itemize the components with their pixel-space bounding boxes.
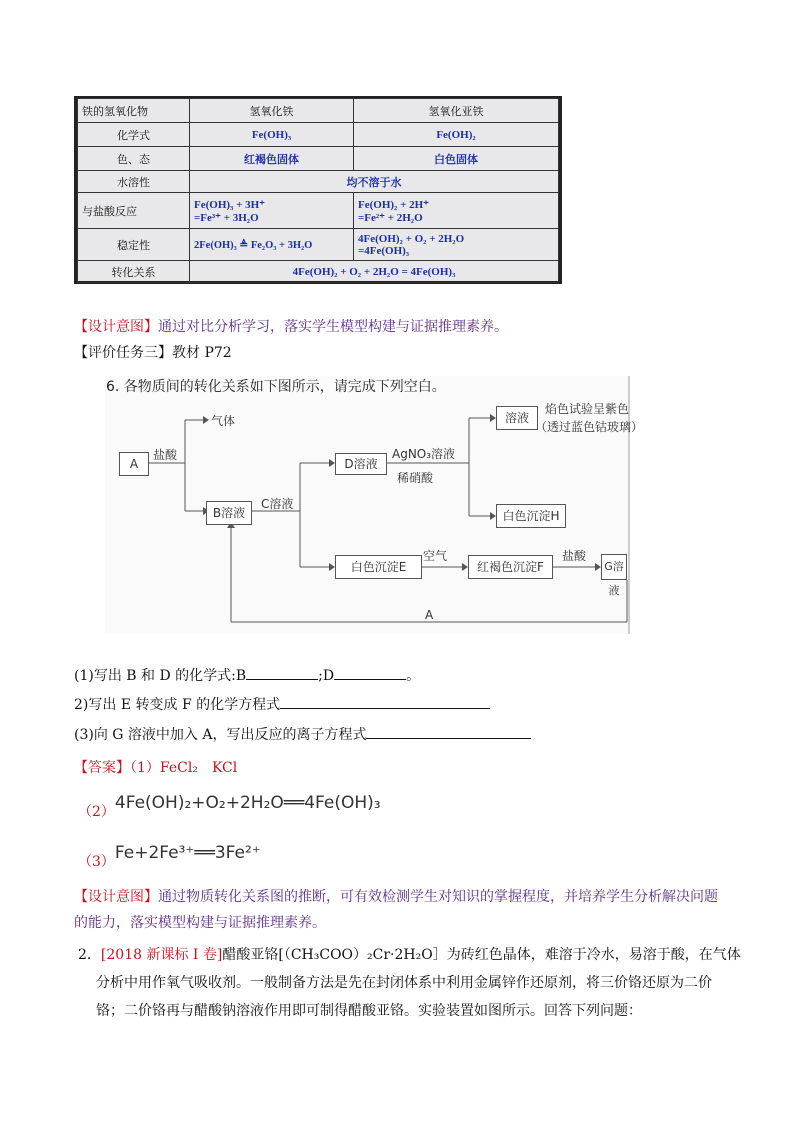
answer-2-num: （2） [78, 804, 115, 820]
node-f: 红褐色沉淀F [468, 555, 553, 579]
table-cell: 白色固体 [354, 147, 559, 171]
table-row-label: 转化关系 [78, 261, 190, 283]
table-cell: 均不溶于水 [190, 171, 559, 193]
node-h: 白色沉淀H [496, 504, 566, 528]
table-cell [354, 229, 559, 261]
answer-2-equation: 4Fe(OH)₂+O₂+2H₂O══4Fe(OH)₃ [114, 793, 381, 813]
label-c-solution: C溶液 [261, 497, 294, 511]
node-g: G溶液 [601, 554, 627, 580]
problem-2-source: [2018 新课标 I 卷] [100, 947, 223, 963]
node-b: B溶液 [206, 501, 252, 525]
table-row-label: 水溶性 [78, 171, 190, 193]
eq-line: Fe(OH)₃ + 3H⁺ [194, 198, 265, 211]
node-a: A [119, 452, 149, 476]
node-e: 白色沉淀E [335, 555, 422, 579]
design-intent-tag: 【设计意图】 [74, 889, 158, 905]
q1-end: 。 [406, 668, 421, 684]
answer-3 [78, 842, 261, 873]
label-hcl-2: 盐酸 [562, 549, 587, 563]
table-cell: 2Fe(OH)₃ ≜ Fe₂O₃ + 3H₂O [190, 229, 354, 261]
label-hcl: 盐酸 [153, 448, 178, 462]
table-cell [354, 193, 559, 229]
label-flame-test: 焰色试验呈紫色 [545, 402, 630, 416]
design-intent-text: 通过对比分析学习，落实学生模型构建与证据推理素养。 [158, 319, 508, 335]
node-gas: 气体 [211, 414, 236, 428]
table-cell [190, 193, 354, 229]
label-a-return: A [425, 608, 434, 622]
problem-2-num: 2． [78, 947, 101, 963]
table-cell: Fe(OH)₃ [190, 123, 354, 147]
question-6-title: 6. 各物质间的转化关系如下图所示，请完成下列空白。 [106, 379, 446, 395]
blank-e-to-f[interactable] [280, 694, 490, 709]
question-1 [74, 665, 420, 687]
q1-prefix: (1)写出 B 和 D 的化学式:B [74, 668, 247, 684]
table-row-label: 稳定性 [78, 229, 190, 261]
design-intent-2-cont: 的能力，落实模型构建与证据推理素养。 [74, 915, 326, 931]
node-d: D溶液 [335, 453, 387, 475]
eq-line: 4Fe(OH)₂ + O₂ + 2H₂O [358, 232, 465, 245]
eq-line: =Fe²⁺ + 2H₂O [358, 211, 423, 224]
problem-2 [78, 944, 741, 966]
answer-2 [78, 792, 381, 823]
answer-3-equation: Fe+2Fe³⁺══3Fe²⁺ [114, 843, 261, 863]
design-intent-tag: 【设计意图】 [74, 319, 158, 335]
label-agno3: AgNO₃溶液 [392, 447, 456, 461]
conversion-diagram [105, 376, 644, 634]
q2-text: 2)写出 E 转变成 F 的化学方程式 [74, 697, 281, 713]
problem-2-line3: 铬；二价铬再与醋酸钠溶液作用即可制得醋酸亚铬。实验装置如图所示。回答下列问题： [96, 1003, 642, 1019]
problem-2-line2: 分析中用作氧气吸收剂。一般制备方法是先在封闭体系中利用金属锌作还原剂，将三价铬还原为二价 [96, 975, 712, 991]
label-air: 空气 [423, 549, 448, 563]
table-header-cell: 铁的氢氧化物 [78, 99, 190, 123]
answer-tag: 【答案】 [74, 760, 130, 776]
answer-3-num: （3） [78, 854, 115, 870]
design-intent-text: 通过物质转化关系图的推断，可有效检测学生对知识的掌握程度，并培养学生分析解决问题 [158, 889, 718, 905]
question-2 [74, 694, 490, 716]
table-header-cell: 氢氧化铁 [190, 99, 354, 123]
q1-mid: ;D [318, 668, 335, 684]
table-cell: Fe(OH)₂ [354, 123, 559, 147]
table-header-cell: 氢氧化亚铁 [354, 99, 559, 123]
eq-line: Fe(OH)₂ + 2H⁺ [358, 198, 429, 211]
evaluation-task-3: 【评价任务三】教材 P72 [74, 345, 232, 361]
table-cell: 4Fe(OH)₂ + O₂ + 2H₂O = 4Fe(OH)₃ [190, 261, 559, 283]
label-hno3: 稀硝酸 [397, 471, 434, 485]
table-row-label: 化学式 [78, 123, 190, 147]
blank-ionic-eq[interactable] [366, 724, 531, 739]
blank-d[interactable] [334, 665, 406, 680]
answer-text: （1）FeCl₂ KCl [130, 760, 238, 776]
node-solution: 溶液 [496, 406, 538, 430]
table-row-label: 色、态 [78, 147, 190, 171]
design-intent-1 [74, 316, 508, 338]
table-cell: 红褐色固体 [190, 147, 354, 171]
problem-2-line1: 醋酸亚铬[（CH₃COO）₂Cr·2H₂O］为砖红色晶体，难溶于冷水，易溶于酸，在气体 [222, 947, 741, 963]
blank-b[interactable] [246, 665, 318, 680]
eq-line: =Fe³⁺ + 3H₂O [194, 211, 259, 224]
table-row-label: 与盐酸反应 [78, 193, 190, 229]
design-intent-2 [74, 886, 718, 908]
question-3 [74, 724, 531, 746]
eq-line: =4Fe(OH)₃ [358, 244, 410, 257]
answer-line [74, 757, 237, 779]
q3-text: (3)向 G 溶液中加入 A，写出反应的离子方程式 [74, 727, 367, 743]
label-cobalt-glass: （透过蓝色钴玻璃） [535, 420, 644, 434]
iron-hydroxide-table [74, 96, 562, 284]
